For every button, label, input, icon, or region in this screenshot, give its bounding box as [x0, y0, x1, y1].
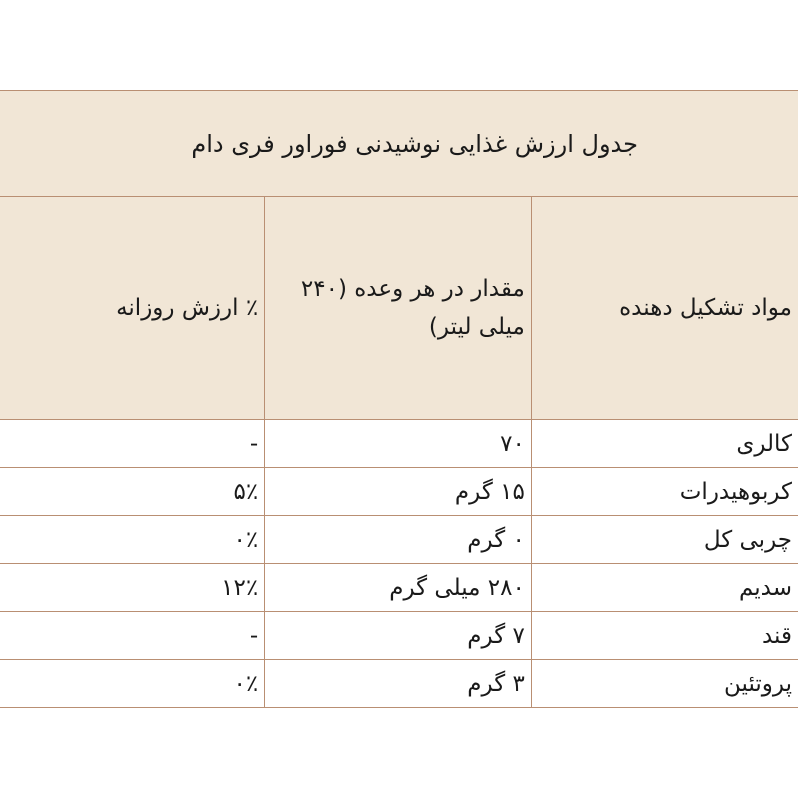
daily-value-cell: - [0, 420, 265, 468]
table-row [0, 468, 798, 516]
amount-cell: ۷ گرم [265, 612, 532, 660]
daily-value-cell: ۱۲٪ [0, 564, 265, 612]
table-row [0, 564, 798, 612]
daily-value-cell: ۵٪ [0, 468, 265, 516]
header-ingredient: مواد تشکیل دهنده [531, 197, 798, 420]
table-title: جدول ارزش غذایی نوشیدنی فوراور فری دام [0, 91, 798, 197]
title-row [0, 91, 798, 197]
daily-value-cell: ۰٪ [0, 516, 265, 564]
header-daily-value: ٪ ارزش روزانه [0, 197, 265, 420]
amount-cell: ۲۸۰ میلی گرم [265, 564, 532, 612]
table-row [0, 660, 798, 708]
ingredient-cell: کربوهیدرات [531, 468, 798, 516]
amount-cell: ۳ گرم [265, 660, 532, 708]
daily-value-cell: ۰٪ [0, 660, 265, 708]
table-row [0, 612, 798, 660]
ingredient-cell: سدیم [531, 564, 798, 612]
ingredient-cell: قند [531, 612, 798, 660]
amount-cell: ۱۵ گرم [265, 468, 532, 516]
table-row [0, 516, 798, 564]
ingredient-cell: کالری [531, 420, 798, 468]
table-row [0, 420, 798, 468]
amount-cell: ۰ گرم [265, 516, 532, 564]
daily-value-cell: - [0, 612, 265, 660]
amount-cell: ۷۰ [265, 420, 532, 468]
nutrition-table [0, 90, 798, 708]
ingredient-cell: چربی کل [531, 516, 798, 564]
nutrition-table-container [0, 90, 798, 708]
ingredient-cell: پروتئین [531, 660, 798, 708]
header-amount: مقدار در هر وعده (۲۴۰ میلی لیتر) [265, 197, 532, 420]
header-row [0, 197, 798, 420]
